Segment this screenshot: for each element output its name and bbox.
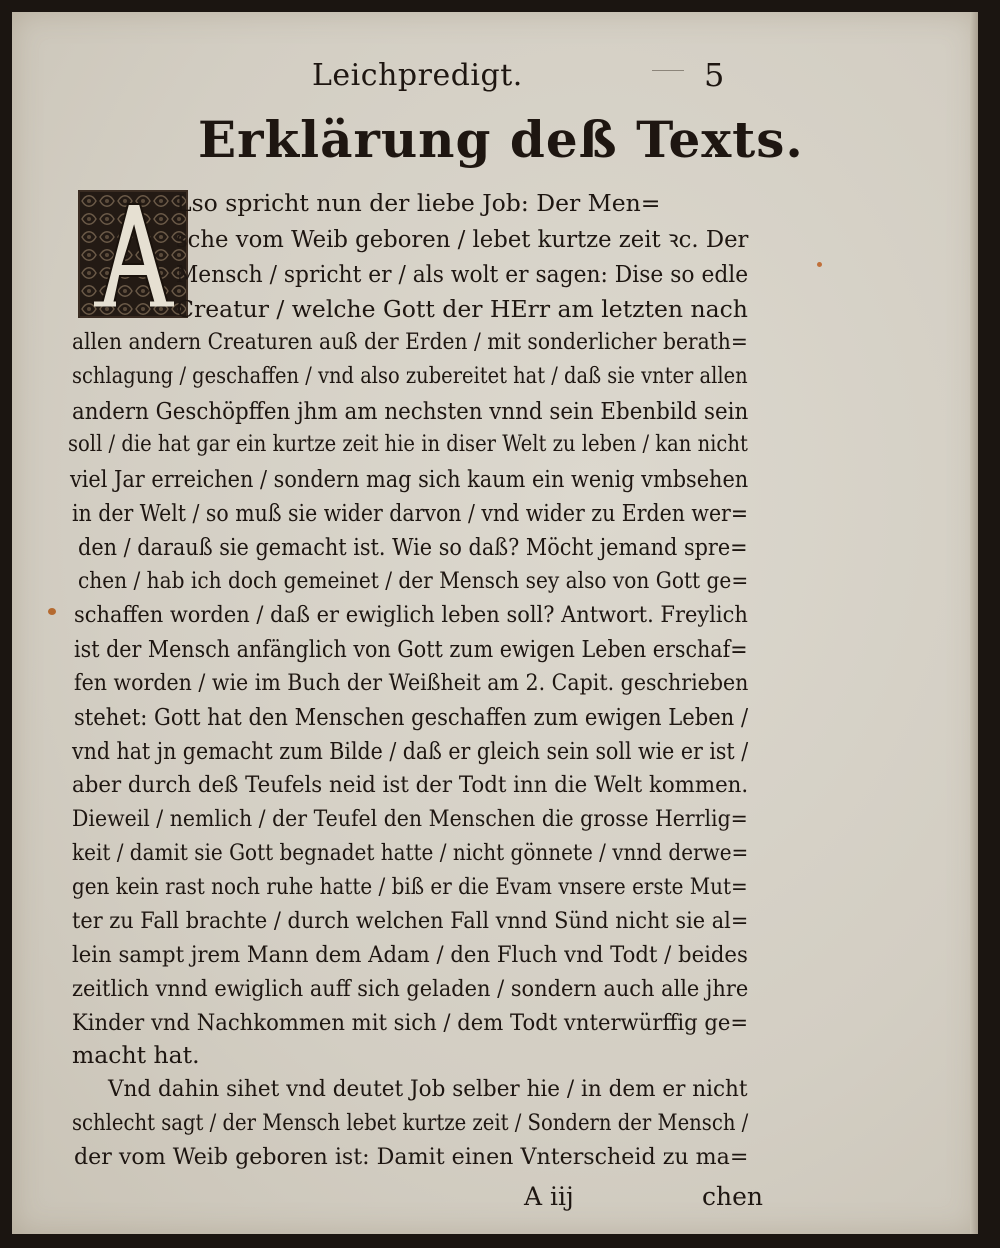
body-line: macht hat. — [72, 1041, 200, 1069]
body-line: stehet: Gott hat den Menschen geschaffen zum ewigen Leben / — [74, 703, 749, 731]
body-line: chen / hab ich doch gemeinet / der Mensch sey also von Gott ge= — [78, 568, 749, 594]
body-line: Mensch / spricht er / als wolt er sagen: Dise so edle — [176, 260, 749, 288]
divider — [652, 70, 684, 71]
body-line: zeitlich vnnd ewiglich auff sich geladen / sondern auch alle jhre — [72, 976, 749, 1002]
body-line: viel Jar erreichen / sondern mag sich kaum ein wenig vmbsehen — [70, 465, 749, 493]
body-line: fen worden / wie im Buch der Weißheit am 2. Capit. geschrieben — [74, 670, 749, 696]
body-line: den / darauß sie gemacht ist. Wie so daß? Möcht jemand spre= — [78, 533, 748, 561]
paper-stain — [48, 608, 56, 615]
page-edge — [970, 12, 978, 1234]
body-line: andern Geschöpffen jhm am nechsten vnnd sein Ebenbild sein — [72, 397, 749, 425]
page-number: 5 — [704, 56, 725, 94]
decorated-initial-icon — [78, 190, 188, 318]
body-line: gen kein rast noch ruhe hatte / biß er die Evam vnsere erste Mut= — [72, 874, 748, 900]
paper-stain — [817, 262, 822, 267]
body-line: schlagung / geschaffen / vnd also zubereitet hat / daß sie vnter allen — [72, 364, 748, 389]
body-line: Dieweil / nemlich / der Teufel den Menschen die grosse Herrlig= — [72, 806, 748, 832]
body-line: Creatur / welche Gott der HErr am letzten nach — [176, 295, 748, 323]
body-line: lein sampt jrem Mann dem Adam / den Fluch vnd Todt / beides — [72, 942, 748, 968]
body-line: Vnd dahin sihet vnd deutet Job selber hie / in dem er nicht — [108, 1076, 748, 1102]
body-line: in der Welt / so muß sie wider darvon / vnd wider zu Erden wer= — [72, 499, 749, 527]
body-line: ist der Mensch anfänglich von Gott zum ewigen Leben erschaf= — [74, 635, 748, 663]
body-line: allen andern Creaturen auß der Erden / mit sonderlicher berath= — [72, 330, 748, 355]
body-line: schlecht sagt / der Mensch lebet kurtze zeit / Sondern der Mensch / — [72, 1110, 749, 1136]
body-line: soll / die hat gar ein kurtze zeit hie in diser Welt zu leben / kan nicht — [68, 432, 748, 457]
body-line: vnd hat jn gemacht zum Bilde / daß er gleich sein soll wie er ist / — [72, 737, 749, 765]
body-line: der vom Weib geboren ist: Damit einen Vnterscheid zu ma= — [74, 1144, 749, 1170]
body-line: sche vom Weib geboren / lebet kurtze zeit ꝛc. Der — [176, 225, 749, 253]
book-page — [12, 12, 978, 1234]
body-line: schaffen worden / daß er ewiglich leben soll? Antwort. Freylich — [74, 602, 748, 628]
body-line: keit / damit sie Gott begnadet hatte / nicht gönnete / vnnd derwe= — [72, 840, 749, 866]
body-line: ter zu Fall brachte / durch welchen Fall vnnd Sünd nicht sie al= — [72, 908, 749, 934]
signature-mark: A iij — [524, 1182, 574, 1211]
running-head: Leichpredigt. — [312, 58, 523, 93]
body-line: Kinder vnd Nachkommen mit sich / dem Todt vnterwürffig ge= — [72, 1010, 749, 1036]
catchword: chen — [702, 1182, 763, 1211]
section-title: Erklärung deß Texts. — [198, 110, 804, 169]
body-line: Lso spricht nun der liebe Job: Der Men= — [176, 189, 661, 217]
body-line: aber durch deß Teufels neid ist der Todt inn die Welt kommen. — [72, 772, 749, 798]
